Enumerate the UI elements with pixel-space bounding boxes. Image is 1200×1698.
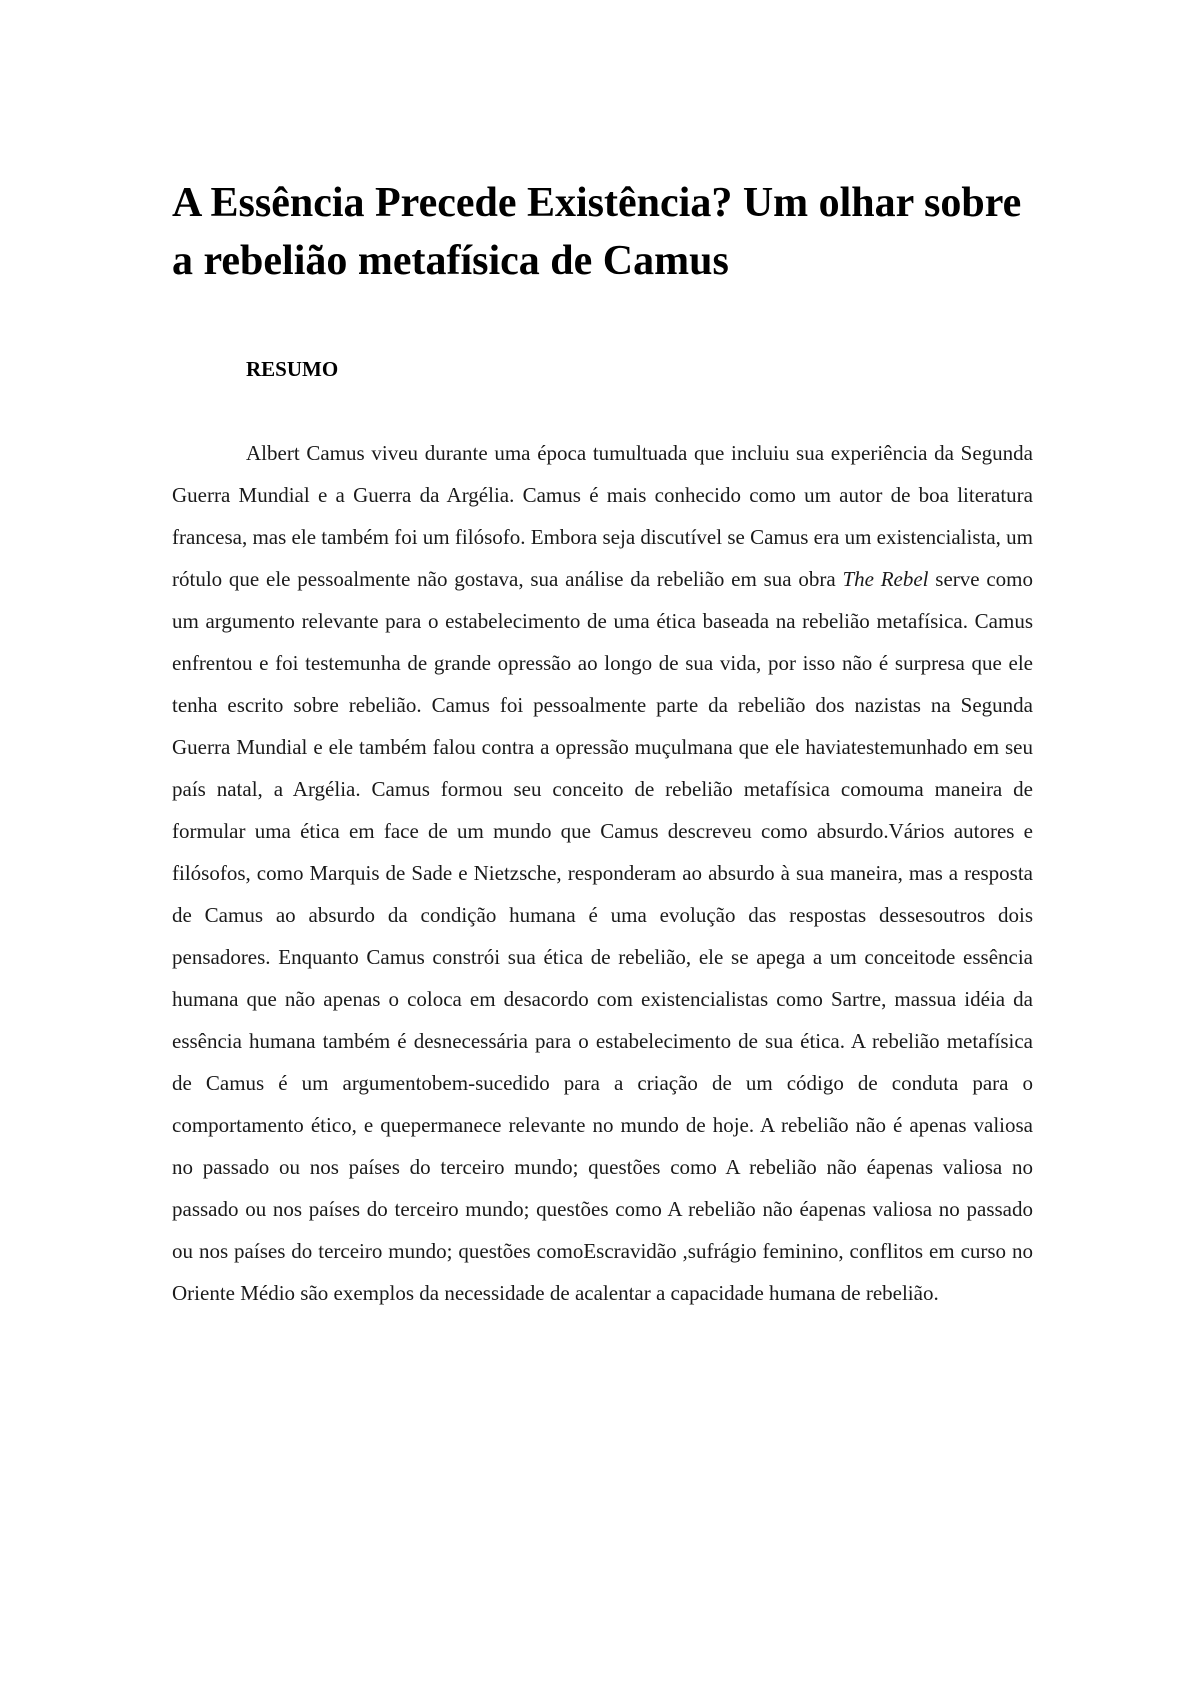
section-heading-resumo: RESUMO <box>246 357 339 381</box>
abstract-paragraph <box>172 432 1033 1314</box>
document-title: A Essência Precede Existência? Um olhar sobre a rebelião metafísica de Camus <box>172 180 1022 284</box>
abstract-text-part-1: Albert Camus viveu durante uma época tumultuada que incluiu sua experiência da Segunda Guerra Mundial e a Guerra da Argélia. Camus é mais conhecido como um autor de boa literatura francesa, mas ele também foi um filósofo. Embora seja discutível se Camus era um existencialista, um rótulo que ele pessoalmente não gostava, sua análise da rebelião em sua obra <box>172 441 1033 591</box>
book-title-italic: The Rebel <box>842 567 929 591</box>
abstract-text-part-2: serve como um argumento relevante para o estabelecimento de uma ética baseada na rebelião metafísica. Camus enfrentou e foi testemunha de grande opressão ao longo de sua vida, por isso não é surpresa que ele tenha escrito sobre rebelião. Camus foi pessoalmente parte da rebelião dos nazistas na Segunda Guerra Mundial e ele também falou contra a opressão muçulmana que ele haviatestemunhado em seu país natal, a Argélia. Camus formou seu conceito de rebelião metafísica comouma maneira de formular uma ética em face de um mundo que Camus descreveu como absurdo.Vários autores e filósofos, como Marquis de Sade e Nietzsche, responderam ao absurdo à sua maneira, mas a resposta de Camus ao absurdo da condição humana é uma evolução das respostas dessesoutros dois pensadores. Enquanto Camus constrói sua ética de rebelião, ele se apega a um conceitode essência humana que não apenas o coloca em desacordo com existencialistas como Sartre, massua idéia da essência humana também é desnecessária para o estabelecimento de sua ética. A rebelião metafísica de Camus é um argumentobem-sucedido para a criação de um código de conduta para o comportamento ético, e quepermanece relevante no mundo de hoje. A rebelião não é apenas valiosa no passado ou nos países do terceiro mundo; questões como A rebelião não éapenas valiosa no passado ou nos países do terceiro mundo; questões como A rebelião não éapenas valiosa no passado ou nos países do terceiro mundo; questões comoEscravidão ,sufrágio feminino, conflitos em curso no Oriente Médio são exemplos da necessidade de acalentar a capacidade humana de rebelião. <box>172 567 1034 1305</box>
